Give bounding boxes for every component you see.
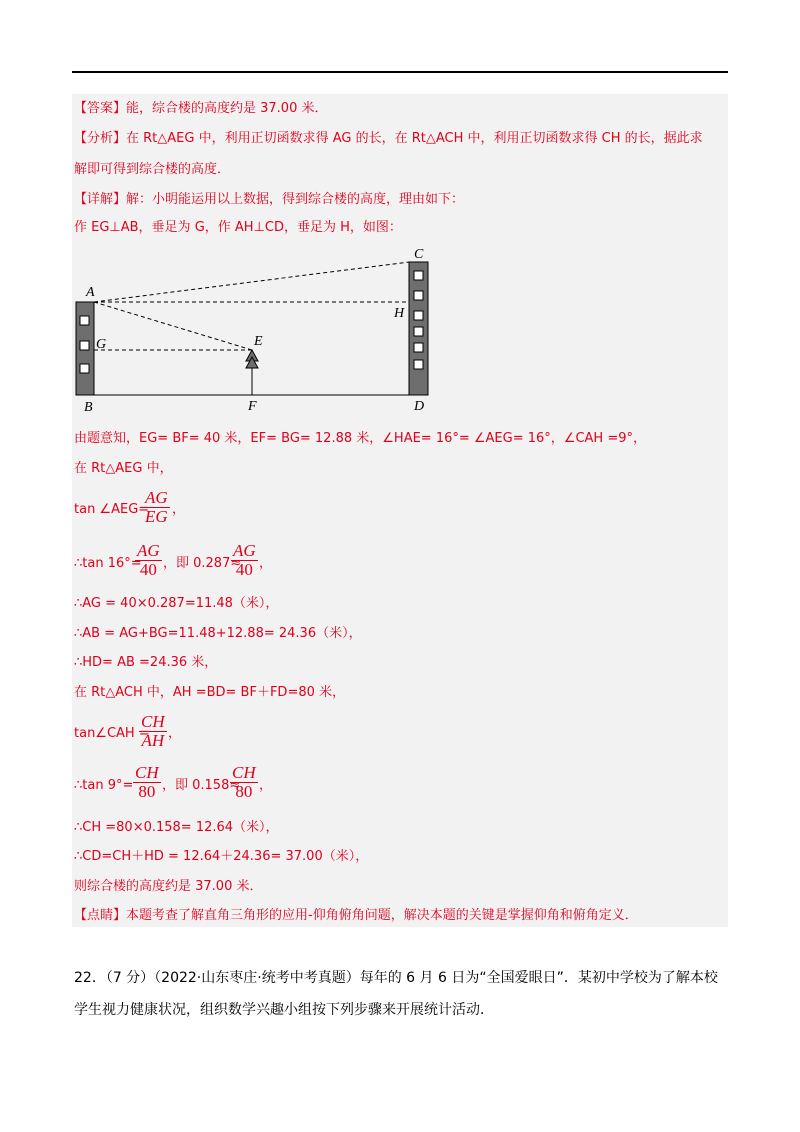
denominator: 80	[235, 782, 253, 801]
label-b: B	[84, 400, 93, 415]
cd-line: ∴CD=CH＋HD = 12.64＋24.36= 37.00（米），	[74, 849, 369, 864]
label-g: G	[96, 337, 107, 352]
window	[414, 327, 423, 336]
solution-panel	[72, 94, 728, 927]
fraction-ch-ah	[139, 713, 167, 750]
window	[414, 311, 423, 320]
denominator: 40	[235, 560, 253, 579]
numerator: AG	[233, 541, 256, 560]
numerator: CH	[135, 763, 159, 782]
label-h: H	[394, 306, 405, 321]
tan16-prefix: ∴tan 16°=	[74, 556, 142, 571]
ag-line: ∴AG = 40×0.287=11.48（米），	[74, 596, 279, 611]
fraction-ag-40-a	[135, 542, 162, 579]
sight-line-ae	[94, 302, 252, 350]
window	[414, 343, 423, 352]
window	[80, 316, 89, 325]
fraction-ag-40-b	[231, 542, 258, 579]
numerator: CH	[141, 712, 165, 731]
given-line: 由题意知，EG= BF= 40 米，EF= BG= 12.88 米，∠HAE= 16°= ∠AEG= 16°，∠CAH =9°，	[74, 431, 646, 446]
denominator: EG	[145, 507, 168, 526]
conclusion-line: 则综合楼的高度约是 37.00 米．	[74, 879, 263, 894]
detail-line-2: 作 EG⊥AB，垂足为 G，作 AH⊥CD，垂足为 H，如图：	[74, 220, 402, 235]
label-d: D	[414, 399, 425, 414]
window	[414, 360, 423, 369]
tan9-prefix: ∴tan 9°=	[74, 778, 134, 793]
tan-aeg-suffix: ，	[172, 502, 186, 517]
triangle-aeg-line: 在 Rt△AEG 中，	[74, 461, 173, 476]
tan-cah-prefix: tan∠CAH =	[74, 726, 150, 741]
label-a: A	[86, 285, 95, 300]
window	[80, 364, 89, 373]
sight-line-ac	[94, 262, 409, 302]
window	[80, 341, 89, 350]
fraction-ch-80-a	[133, 764, 161, 801]
question-22-line-2: 学生视力健康状况，组织数学兴趣小组按下列步骤来开展统计活动．	[74, 1002, 494, 1018]
fraction-ag-eg	[143, 489, 170, 526]
header-rule	[72, 71, 728, 73]
numerator: AG	[145, 488, 168, 507]
tan9-suffix: ，	[259, 778, 273, 793]
denominator: 80	[138, 782, 156, 801]
ch-line: ∴CH =80×0.158= 12.64（米），	[74, 820, 279, 835]
geometry-figure	[72, 244, 436, 416]
window	[414, 291, 423, 300]
tan16-mid: ，即 0.287≈	[163, 556, 242, 571]
detail-line-1: 【详解】解：小明能运用以上数据，得到综合楼的高度，理由如下：	[74, 192, 465, 207]
comment-line: 【点睛】本题考查了解直角三角形的应用-仰角俯角问题，解决本题的关键是掌握仰角和俯角定义．	[74, 908, 638, 923]
numerator: AG	[137, 541, 160, 560]
window	[414, 271, 423, 280]
denominator: AH	[141, 731, 165, 750]
tan9-mid: ，即 0.158≈	[162, 778, 241, 793]
label-f: F	[248, 399, 257, 414]
analysis-line-2: 解即可得到综合楼的高度．	[74, 162, 231, 177]
ab-line: ∴AB = AG+BG=11.48+12.88= 24.36（米），	[74, 626, 362, 641]
question-22-line-1: 22．（7 分）（2022·山东枣庄·统考中考真题）每年的 6 月 6 日为“全国爱眼日”．某初中学校为了解本校	[74, 970, 718, 986]
tan16-suffix: ，	[259, 556, 273, 571]
denominator: 40	[139, 560, 157, 579]
numerator: CH	[232, 763, 256, 782]
label-e: E	[254, 334, 263, 349]
tan-cah-suffix: ，	[168, 726, 182, 741]
label-c: C	[414, 247, 424, 262]
fraction-ch-80-b	[230, 764, 258, 801]
tan-aeg-prefix: tan ∠AEG=	[74, 502, 150, 517]
answer-line: 【答案】能，综合楼的高度约是 37.00 米．	[74, 101, 328, 116]
hd-line: ∴HD= AB =24.36 米，	[74, 655, 218, 670]
analysis-line-1: 【分析】在 Rt△AEG 中，利用正切函数求得 AG 的长，在 Rt△ACH 中，利用正切函数求得 CH 的长，据此求	[74, 131, 703, 146]
triangle-ach-line: 在 Rt△ACH 中，AH =BD= BF＋FD=80 米，	[74, 685, 346, 700]
